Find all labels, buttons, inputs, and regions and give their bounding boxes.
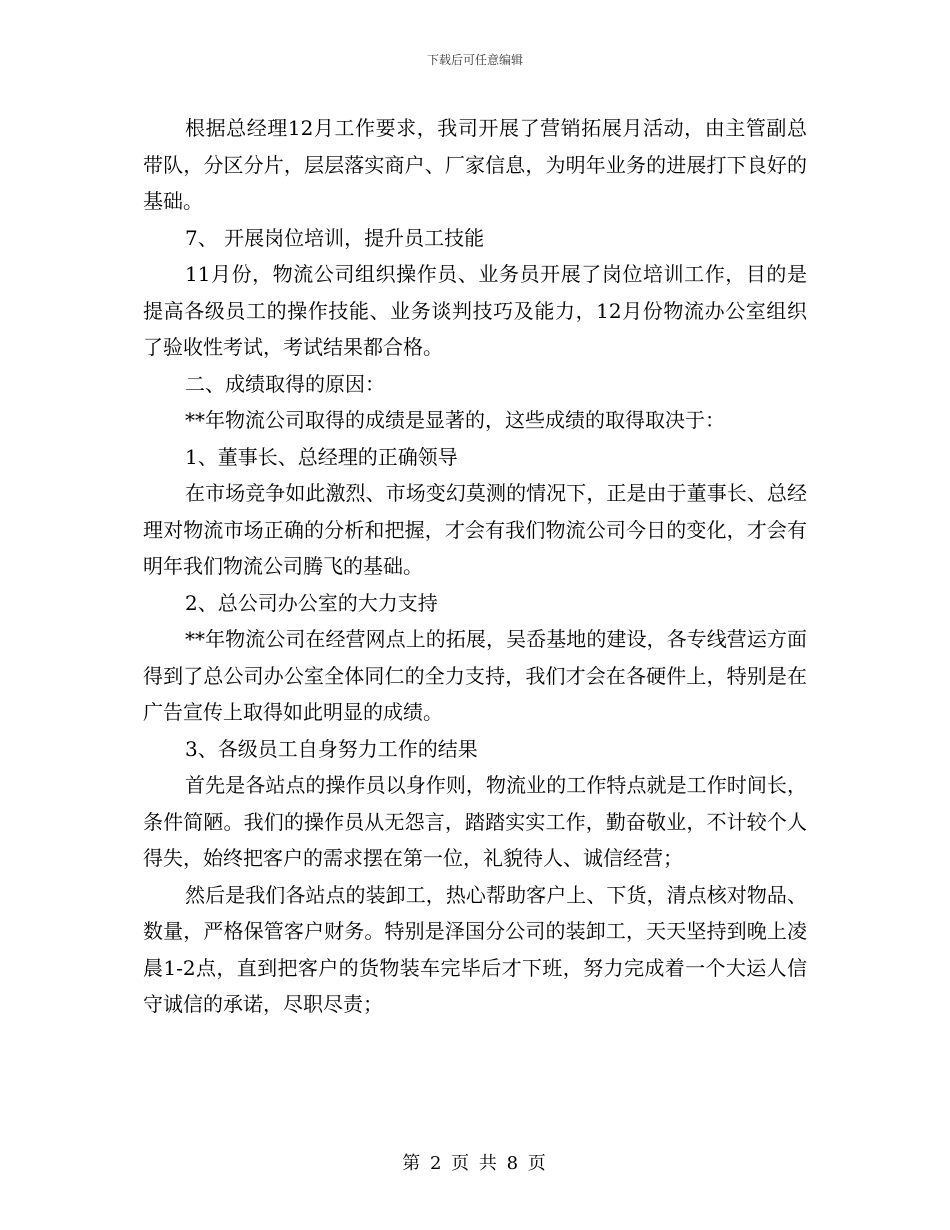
paragraph-achievements-intro: **年物流公司取得的成绩是显著的，这些成绩的取得取决于： bbox=[185, 408, 725, 432]
heading-staff-effort: 3、各级员工自身努力工作的结果 bbox=[185, 736, 478, 761]
paragraph-leadership: 在市场竞争如此激烈、市场变幻莫测的情况下，正是由于董事长、总经理对物流市场正确的分析和把握，才会有我们物流公司今日的变化，才会有明年我们物流公司腾飞的基础。 bbox=[143, 481, 807, 578]
paragraph-training: 11月份，物流公司组织操作员、业务员开展了岗位培训工作，目的是提高各级员工的操作技能、业务谈判技巧及能力，12月份物流办公室组织了验收性考试，考试结果都合格。 bbox=[143, 262, 807, 359]
heading-section-two: 二、成绩取得的原因： bbox=[185, 371, 385, 396]
document-body bbox=[143, 110, 807, 1023]
heading-head-office-support: 2、总公司办公室的大力支持 bbox=[185, 590, 438, 615]
paragraph-marketing-month: 根据总经理12月工作要求，我司开展了营销拓展月活动，由主管副总带队，分区分片，层层落实商户、厂家信息，为明年业务的进展打下良好的基础。 bbox=[143, 116, 807, 213]
paragraph-operators: 首先是各站点的操作员以身作则，物流业的工作特点就是工作时间长，条件简陋。我们的操作员从无怨言，踏踏实实工作，勤奋敬业，不计较个人得失，始终把客户的需求摆在第一位，礼貌待人、诚信经营； bbox=[143, 773, 807, 870]
heading-training: 7、 开展岗位培训，提升员工技能 bbox=[185, 225, 485, 250]
page-number: 第 2 页 共 8 页 bbox=[402, 1153, 548, 1174]
paragraph-loaders: 然后是我们各站点的装卸工，热心帮助客户上、下货，清点核对物品、数量，严格保管客户财务。特别是泽国分公司的装卸工，天天坚持到晚上凌晨1-2点，直到把客户的货物装车完毕后才下班，努力完成着一个大运人信守诚信的承诺，尽职尽责； bbox=[143, 882, 807, 1016]
heading-leadership: 1、董事长、总经理的正确领导 bbox=[185, 444, 458, 469]
paragraph-head-office-support: **年物流公司在经营网点上的拓展，吴岙基地的建设，各专线营运方面得到了总公司办公室全体同仁的全力支持，我们才会在各硬件上，特别是在广告宣传上取得如此明显的成绩。 bbox=[143, 627, 807, 724]
page-header-note: 下载后可任意编辑 bbox=[426, 53, 523, 67]
